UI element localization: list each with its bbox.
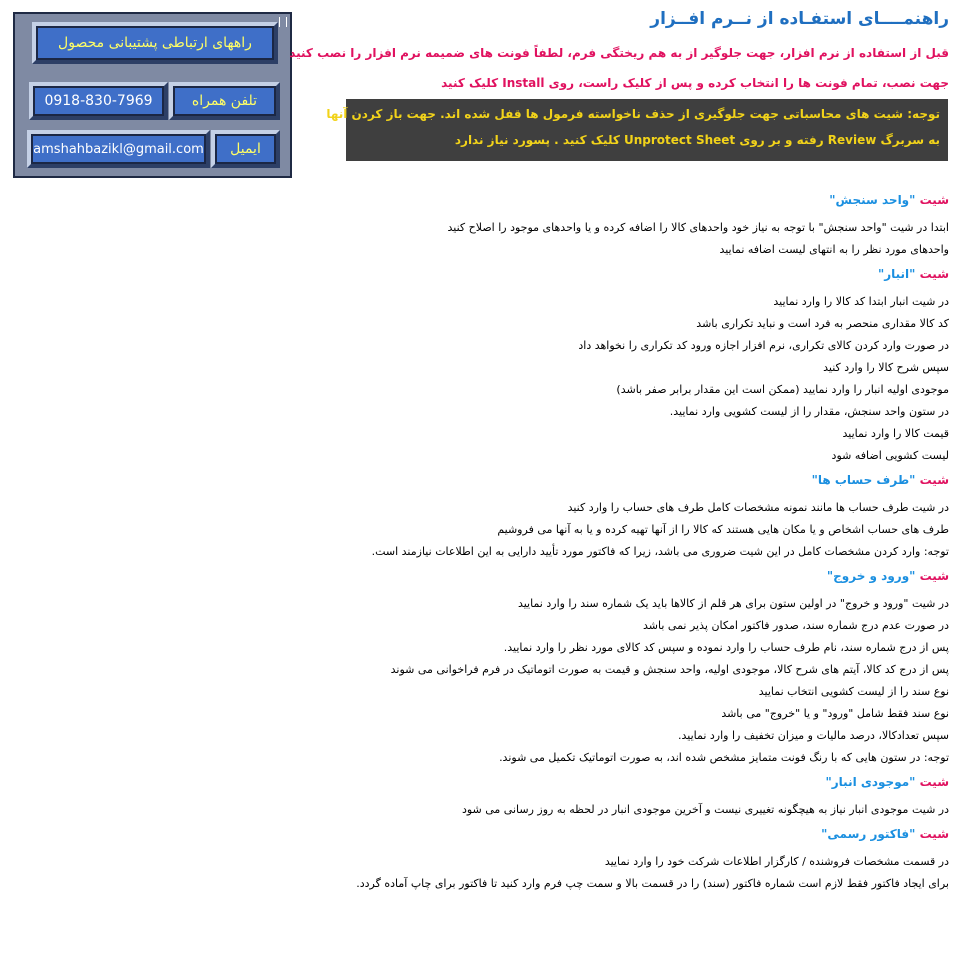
section-line: لیست کشویی اضافه شود xyxy=(831,449,949,462)
section-prefix: شیت xyxy=(919,193,949,207)
section-line: در قسمت مشخصات فروشنده / کارگزار اطلاعات شرکت خود را وارد نمایید xyxy=(604,855,949,868)
section-prefix: شیت xyxy=(919,569,949,583)
section-heading-in-out xyxy=(827,569,949,583)
section-line: توجه: در ستون هایی که با رنگ فونت متمایز مشخص شده اند، به صورت اتوماتیک تکمیل می شوند. xyxy=(499,751,949,764)
section-line: نوع سند فقط شامل "ورود" و یا "خروج" می باشد xyxy=(721,707,949,720)
note-line-1: توجه: شیت های محاسباتی جهت جلوگیری از حذف ناخواسته فرمول ها قفل شده اند. جهت باز کردن آنها xyxy=(326,107,940,121)
section-name: "طرف حساب ها" xyxy=(811,473,916,487)
section-heading-warehouse xyxy=(878,267,949,281)
phone-label-button[interactable]: تلفن همراه xyxy=(169,82,280,120)
section-name: "موجودی انبار" xyxy=(825,775,916,789)
section-line: در شیت موجودی انبار نیاز به هیچگونه تغییری نیست و آخرین موجودی انبار در لحظه به روز رسانی می شود xyxy=(461,803,949,816)
section-name: "واحد سنجش" xyxy=(829,193,916,207)
section-prefix: شیت xyxy=(919,775,949,789)
section-prefix: شیت xyxy=(919,827,949,841)
section-line: واحدهای مورد نظر را به انتهای لیست اضافه نمایید xyxy=(719,243,949,256)
section-heading-stock xyxy=(826,775,950,789)
section-name: "فاکتور رسمی" xyxy=(821,827,916,841)
section-name: "ورود و خروج" xyxy=(826,569,916,583)
section-name: "انبار" xyxy=(877,267,916,281)
section-line: پس از درج شماره سند، نام طرف حساب را وارد نموده و سپس کد کالای مورد نظر را وارد نمایید. xyxy=(503,641,949,654)
intro-line-2: جهت نصب، تمام فونت ها را انتخاب کرده و پس از کلیک راست، روی Install کلیک کنید xyxy=(441,76,949,90)
section-line: طرف های حساب اشخاص و یا مکان هایی هستند که کالا را از آنها تهیه کرده و یا به آنها می فروشیم xyxy=(497,523,949,536)
panel-grip-icon xyxy=(279,17,287,27)
section-line: کد کالا مقداری منحصر به فرد است و نباید تکراری باشد xyxy=(696,317,949,330)
section-line: موجودی اولیه انبار را وارد نمایید (ممکن است این مقدار برابر صفر باشد) xyxy=(616,383,949,396)
note-line-2: به سربرگ Review رفته و بر روی Unprotect Sheet کلیک کنید . پسورد نیاز ندارد xyxy=(454,133,940,147)
section-line: نوع سند را از لیست کشویی انتخاب نمایید xyxy=(758,685,949,698)
intro-line-1: قبل از استفاده از نرم افزار، جهت جلوگیر از به هم ریختگی فرم، لطفاً فونت های ضمیمه نرم افزار را نصب کنید xyxy=(289,46,949,60)
section-line: پس از درج کد کالا، آیتم های شرح کالا، موجودی اولیه، واحد سنجش و قیمت به صورت اتوماتیک در فرم فراخوانی می شوند xyxy=(390,663,949,676)
section-line: در شیت انبار ابتدا کد کالا را وارد نمایید xyxy=(773,295,949,308)
email-label-button[interactable]: ایمیل xyxy=(211,130,280,168)
guide-title: راهنمــــای استفـاده از نــرم افــزار xyxy=(650,9,949,29)
section-line: در شیت طرف حساب ها مانند نمونه مشخصات کامل طرف های حساب را وارد کنید xyxy=(567,501,949,514)
section-heading-invoice xyxy=(821,827,949,841)
section-line: در ستون واحد سنجش، مقدار را از لیست کشویی وارد نمایید. xyxy=(669,405,949,418)
section-line: در صورت عدم درج شماره سند، صدور فاکتور امکان پذیر نمی باشد xyxy=(643,619,949,632)
section-heading-units xyxy=(829,193,949,207)
protection-note-box xyxy=(326,99,948,161)
section-line: ابتدا در شیت "واحد سنجش" با توجه به نیاز خود واحدهای کالا را اضافه کرده و یا واحدهای موجود را اصلاح کنید xyxy=(447,221,949,234)
section-line: در شیت "ورود و خروج" در اولین ستون برای هر قلم از کالاها باید یک شماره سند را وارد نمایید xyxy=(517,597,949,610)
section-line: در صورت وارد کردن کالای تکراری، نرم افزار اجازه ورود کد تکراری را نخواهد داد xyxy=(578,339,949,352)
phone-number-value[interactable]: 0918-830-7969 xyxy=(29,82,168,120)
support-contacts-button[interactable]: راههای ارتباطی پشتیبانی محصول xyxy=(32,22,278,64)
section-line: سپس تعدادکالا، درصد مالیات و میزان تخفیف را وارد نمایید. xyxy=(677,729,949,742)
section-prefix: شیت xyxy=(919,267,949,281)
section-line: سپس شرح کالا را وارد کنید xyxy=(823,361,949,374)
section-heading-accounts xyxy=(812,473,949,487)
email-value[interactable]: amshahbazikl@gmail.com xyxy=(27,130,210,168)
contact-panel xyxy=(13,12,292,178)
section-line: توجه: وارد کردن مشخصات کامل در این شیت ضروری می باشد، زیرا که فاکتور مورد تأیید دارایی به این اطلاعات نیازمند است. xyxy=(371,545,949,558)
section-line: قیمت کالا را وارد نمایید xyxy=(842,427,949,440)
section-line: برای ایجاد فاکتور فقط لازم است شماره فاکتور (سند) را در قسمت بالا و سمت چپ فرم وارد کنید تا فاکتور برای چاپ آماده گردد. xyxy=(356,877,949,890)
section-prefix: شیت xyxy=(919,473,949,487)
